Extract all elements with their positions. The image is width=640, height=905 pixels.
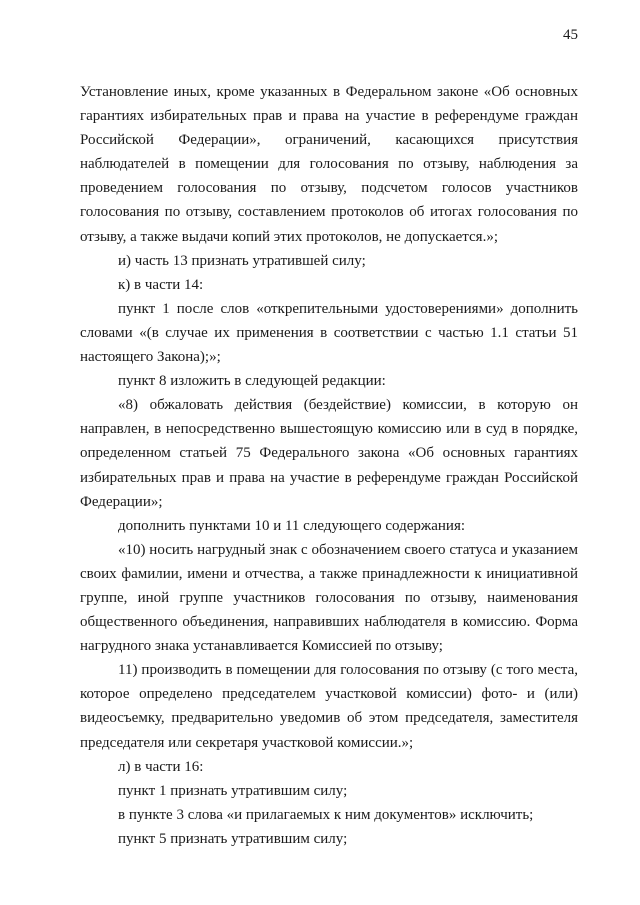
paragraph-point-8-intro: пункт 8 изложить в следующей редакции: — [118, 373, 386, 390]
paragraph-point-1-repeal: пункт 1 признать утратившим силу; — [118, 782, 348, 799]
paragraph-item-l: л) в части 16: — [118, 758, 204, 775]
paragraph-continuation: Установление иных, кроме указанных в Федеральном законе «Об основных гарантиях избирательных прав и права на участие в референдуме граждан Российской Федерации», ограничений, касающихся присутствия наблюдателей в помещении для голосования по отзыву, наблюдения за проведением голосования по отзыву, подсчетом голосов участников голосования по отзыву, составлением протоколов об итогах голосования по отзыву, а также выдачи копий этих протоколов, не допускается.»; — [80, 84, 578, 245]
paragraph-point-8-text: «8) обжаловать действия (бездействие) комиссии, в которую он направлен, в непосредственно вышестоящую комиссию или в суд в порядке, определенном статьей 75 Федерального закона «Об основных гарантиях избирательных прав и права на участие в референдуме граждан Российской Федерации»; — [80, 397, 578, 510]
paragraph-item-i: и) часть 13 признать утратившей силу; — [118, 252, 366, 269]
paragraph-points-10-11-intro: дополнить пунктами 10 и 11 следующего содержания: — [118, 517, 466, 534]
document-body — [80, 80, 578, 851]
paragraph-point-3-amendment: в пункте 3 слова «и прилагаемых к ним документов» исключить; — [118, 806, 534, 823]
paragraph-point-5-repeal: пункт 5 признать утратившим силу; — [118, 830, 348, 847]
paragraph-point-11-text: 11) производить в помещении для голосования по отзыву (с того места, которое определено председателем участковой комиссии) фото- и (или) видеосъемку, предварительно уведомив об этом председателя, заместителя председателя или секретаря участковой комиссии.»; — [80, 662, 578, 751]
paragraph-point-10-text: «10) носить нагрудный знак с обозначением своего статуса и указанием своих фамилии, имени и отчества, а также принадлежности к инициативной группе, иной группе участников голосования по отзыву, наименования общественного объединения, направивших наблюдателя в комиссию. Форма нагрудного знака устанавливается Комиссией по отзыву; — [80, 541, 578, 655]
paragraph-item-k: к) в части 14: — [118, 276, 204, 293]
page-number: 45 — [563, 27, 578, 43]
paragraph-point-1-amendment: пункт 1 после слов «открепительными удостоверениями» дополнить словами «(в случае их применения в соответствии с частью 1.1 статьи 51 настоящего Закона);»; — [80, 300, 578, 366]
